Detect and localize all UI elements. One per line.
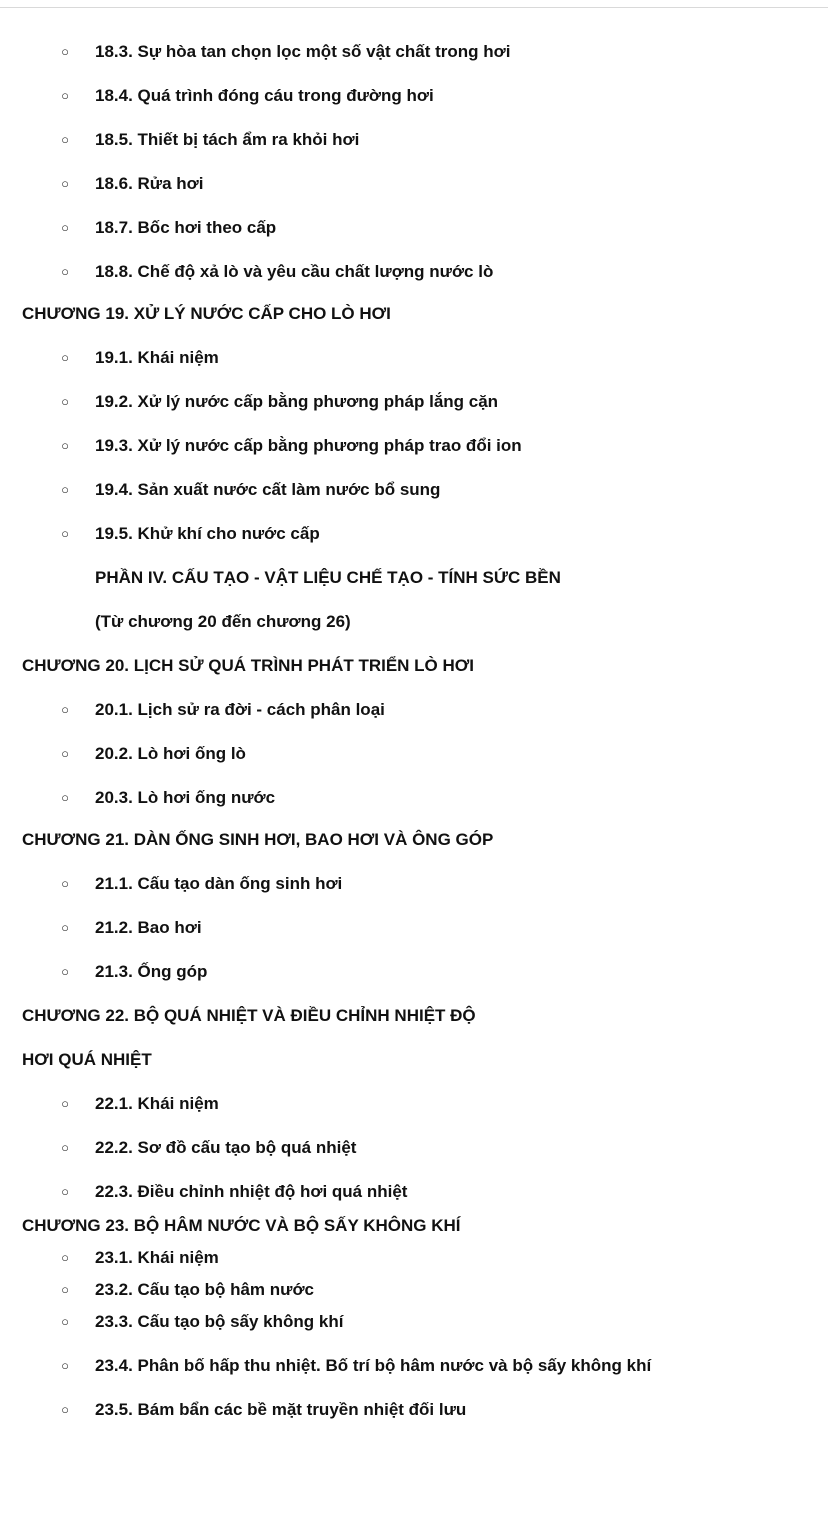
toc-item-label: 20.3. Lò hơi ống nước — [95, 788, 276, 807]
chapter-heading — [0, 302, 828, 326]
toc-item — [0, 260, 828, 284]
toc-item — [0, 1180, 828, 1204]
circle-bullet-icon: ○ — [61, 1402, 69, 1417]
toc-item-label: 19.3. Xử lý nước cấp bằng phương pháp trao đổi ion — [95, 436, 522, 455]
circle-bullet-icon: ○ — [61, 1184, 69, 1199]
circle-bullet-icon: ○ — [61, 702, 69, 717]
toc-item — [0, 872, 828, 896]
toc-item — [0, 1136, 828, 1160]
circle-bullet-icon: ○ — [61, 526, 69, 541]
toc-item-label: 20.1. Lịch sử ra đời - cách phân loại — [95, 700, 385, 719]
heading-label: CHƯƠNG 20. LỊCH SỬ QUÁ TRÌNH PHÁT TRIỂN LÒ HƠI — [22, 656, 475, 675]
toc-item — [0, 1246, 828, 1270]
chapter-heading — [0, 1048, 828, 1072]
toc-item-label: 20.2. Lò hơi ống lò — [95, 744, 246, 763]
chapter-heading — [0, 654, 828, 678]
circle-bullet-icon: ○ — [61, 1250, 69, 1265]
heading-label: (Từ chương 20 đến chương 26) — [95, 612, 351, 631]
toc-item-label: 22.1. Khái niệm — [95, 1094, 219, 1113]
toc-item-label: 22.2. Sơ đồ cấu tạo bộ quá nhiệt — [95, 1138, 357, 1157]
toc-item — [0, 960, 828, 984]
chapter-heading — [0, 1004, 828, 1028]
heading-label: CHƯƠNG 22. BỘ QUÁ NHIỆT VÀ ĐIỀU CHỈNH NHIỆT ĐỘ — [22, 1006, 476, 1025]
toc-item-label: 19.2. Xử lý nước cấp bằng phương pháp lắng cặn — [95, 392, 499, 411]
toc-item — [0, 916, 828, 940]
toc-item — [0, 1092, 828, 1116]
circle-bullet-icon: ○ — [61, 394, 69, 409]
toc-item-label: 18.5. Thiết bị tách ẩm ra khỏi hơi — [95, 130, 360, 149]
circle-bullet-icon: ○ — [61, 220, 69, 235]
toc-item-label: 18.3. Sự hòa tan chọn lọc một số vật chất trong hơi — [95, 42, 511, 61]
circle-bullet-icon: ○ — [61, 1096, 69, 1111]
toc-item — [0, 1398, 828, 1422]
toc-item-label: 18.4. Quá trình đóng cáu trong đường hơi — [95, 86, 434, 105]
chapter-heading — [0, 1214, 828, 1238]
toc-item-label: 23.4. Phân bố hấp thu nhiệt. Bố trí bộ hâm nước và bộ sấy không khí — [95, 1356, 652, 1375]
circle-bullet-icon: ○ — [61, 920, 69, 935]
circle-bullet-icon: ○ — [61, 964, 69, 979]
toc-item — [0, 1310, 828, 1334]
toc-item-label: 23.5. Bám bẩn các bề mặt truyền nhiệt đối lưu — [95, 1400, 467, 1419]
circle-bullet-icon: ○ — [61, 876, 69, 891]
toc-item — [0, 390, 828, 414]
part-heading — [0, 610, 828, 634]
toc-item-label: 21.2. Bao hơi — [95, 918, 202, 937]
toc-item-label: 19.4. Sản xuất nước cất làm nước bổ sung — [95, 480, 441, 499]
toc-item-label: 18.6. Rửa hơi — [95, 174, 204, 193]
toc-item-label: 23.3. Cấu tạo bộ sấy không khí — [95, 1312, 344, 1331]
toc-item-label: 19.1. Khái niệm — [95, 348, 219, 367]
toc-item — [0, 216, 828, 240]
toc-item — [0, 522, 828, 546]
toc-item — [0, 1354, 828, 1378]
toc-item-label: 23.2. Cấu tạo bộ hâm nước — [95, 1280, 314, 1299]
top-divider — [0, 7, 828, 8]
circle-bullet-icon: ○ — [61, 482, 69, 497]
toc-item — [0, 128, 828, 152]
toc-item — [0, 742, 828, 766]
toc-item — [0, 478, 828, 502]
circle-bullet-icon: ○ — [61, 746, 69, 761]
circle-bullet-icon: ○ — [61, 438, 69, 453]
toc-item-label: 21.1. Cấu tạo dàn ống sinh hơi — [95, 874, 343, 893]
circle-bullet-icon: ○ — [61, 1140, 69, 1155]
heading-label: CHƯƠNG 19. XỬ LÝ NƯỚC CẤP CHO LÒ HƠI — [22, 304, 391, 323]
heading-label: CHƯƠNG 21. DÀN ỐNG SINH HƠI, BAO HƠI VÀ ÔNG GÓP — [22, 830, 494, 849]
toc-item-label: 18.7. Bốc hơi theo cấp — [95, 218, 277, 237]
circle-bullet-icon: ○ — [61, 1282, 69, 1297]
toc-item — [0, 698, 828, 722]
circle-bullet-icon: ○ — [61, 88, 69, 103]
toc-item — [0, 434, 828, 458]
toc-item — [0, 84, 828, 108]
circle-bullet-icon: ○ — [61, 790, 69, 805]
circle-bullet-icon: ○ — [61, 176, 69, 191]
toc-item — [0, 172, 828, 196]
circle-bullet-icon: ○ — [61, 350, 69, 365]
heading-label: HƠI QUÁ NHIỆT — [22, 1050, 152, 1069]
toc-item — [0, 1278, 828, 1302]
toc-item — [0, 346, 828, 370]
circle-bullet-icon: ○ — [61, 264, 69, 279]
heading-label: PHẦN IV. CẤU TẠO - VẬT LIỆU CHẾ TẠO - TÍNH SỨC BỀN — [95, 568, 561, 587]
chapter-heading — [0, 828, 828, 852]
toc-item — [0, 786, 828, 810]
toc-item-label: 21.3. Ống góp — [95, 962, 208, 981]
part-heading — [0, 566, 828, 590]
circle-bullet-icon: ○ — [61, 1314, 69, 1329]
toc-item-label: 19.5. Khử khí cho nước cấp — [95, 524, 320, 543]
toc-item-label: 22.3. Điều chỉnh nhiệt độ hơi quá nhiệt — [95, 1182, 408, 1201]
circle-bullet-icon: ○ — [61, 132, 69, 147]
toc-item-label: 23.1. Khái niệm — [95, 1248, 219, 1267]
heading-label: CHƯƠNG 23. BỘ HÂM NƯỚC VÀ BỘ SẤY KHÔNG KHÍ — [22, 1216, 461, 1235]
circle-bullet-icon: ○ — [61, 44, 69, 59]
circle-bullet-icon: ○ — [61, 1358, 69, 1373]
toc-item-label: 18.8. Chế độ xả lò và yêu cầu chất lượng nước lò — [95, 262, 494, 281]
toc-item — [0, 40, 828, 64]
